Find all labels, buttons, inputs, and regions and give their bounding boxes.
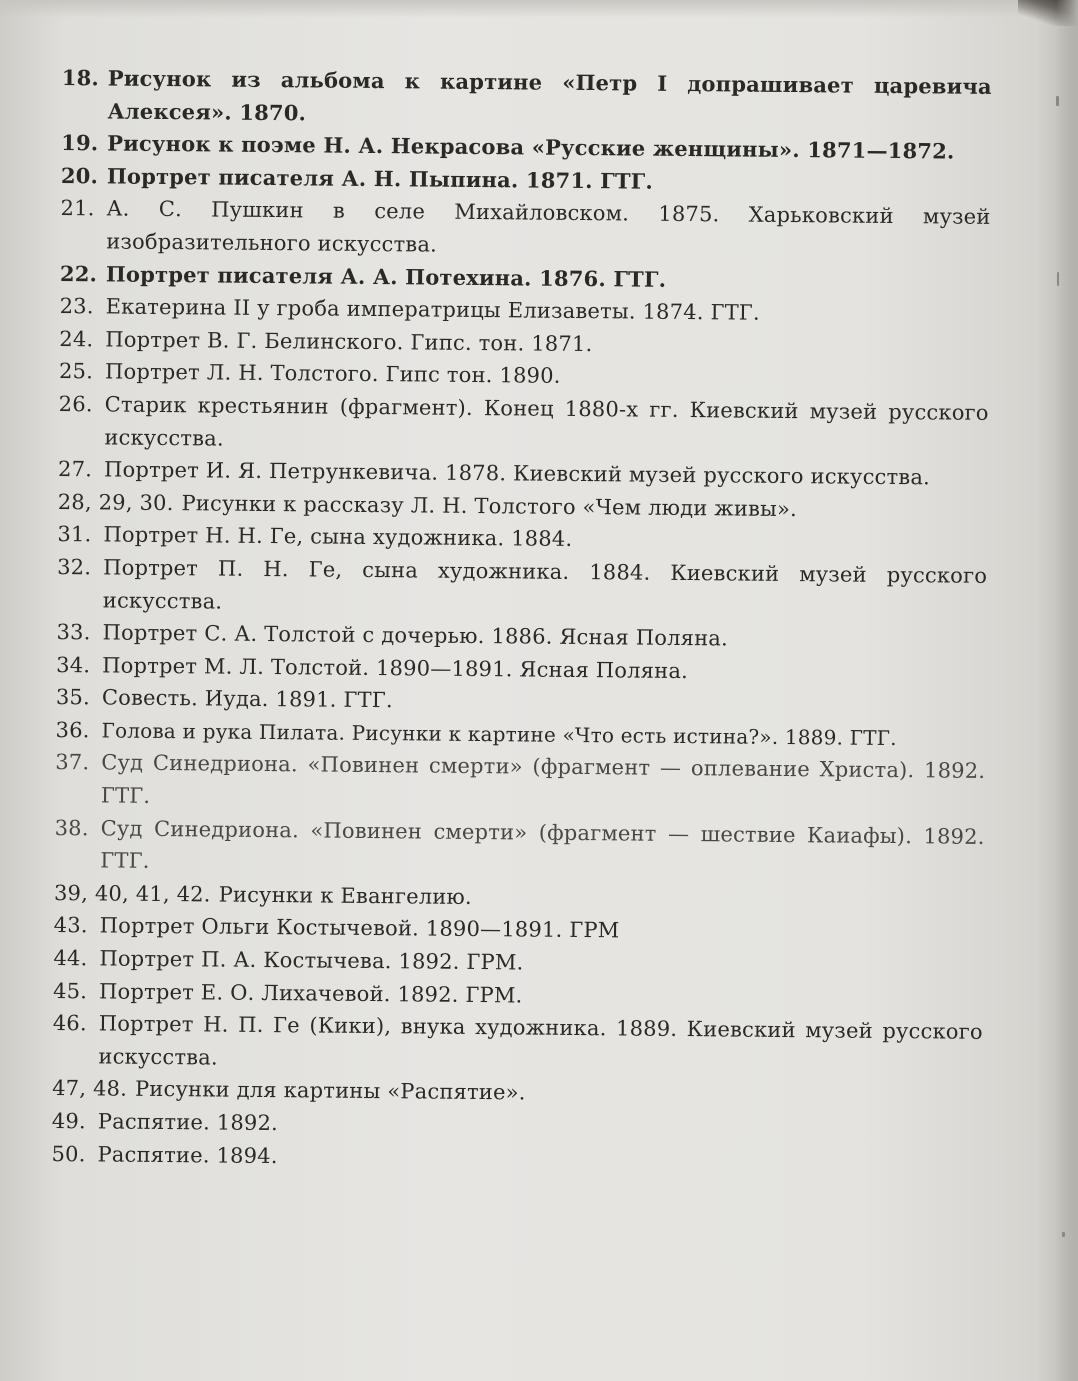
list-item xyxy=(60,192,991,266)
list-item xyxy=(54,812,985,886)
item-text: Портрет И. Я. Петрункевича. 1878. Киевский музей русского искусства. xyxy=(103,457,931,490)
item-number: 45. xyxy=(52,978,88,1003)
item-number: 21. xyxy=(60,196,95,221)
item-number: 22. xyxy=(59,260,98,286)
item-number: 28, 29, 30. xyxy=(57,489,174,515)
paper-speck xyxy=(1062,1232,1065,1237)
list-item xyxy=(52,1007,983,1081)
item-text: Портрет писателя А. Н. Пыпина. 1871. ГТГ. xyxy=(106,163,654,194)
list-item xyxy=(61,62,992,136)
item-number: 49. xyxy=(51,1108,86,1134)
item-text: Совесть. Иуда. 1891. ГТГ. xyxy=(101,685,393,713)
item-text: Рисунки для картины «Распятие». xyxy=(134,1077,526,1105)
item-number: 37. xyxy=(55,750,90,775)
item-text: Голова и рука Пилата. Рисунки к картине «Что есть истина?». 1889. ГТГ. xyxy=(101,718,897,750)
item-number: 26. xyxy=(58,391,93,417)
item-text: Портрет Ольги Костычевой. 1890—1891. ГРМ xyxy=(99,913,620,943)
item-text: Суд Синедриона. «Повинен смерти» (фрагмент — шествие Каиафы). 1892. ГТГ. xyxy=(100,816,985,874)
item-text: Портрет М. Л. Толстой. 1890—1891. Ясная Поляна. xyxy=(102,653,689,683)
page-top-edge xyxy=(0,0,1078,18)
paper-speck xyxy=(1057,272,1059,286)
list-item xyxy=(58,388,989,462)
item-number: 23. xyxy=(59,294,94,319)
item-number: 34. xyxy=(56,652,91,677)
illustrations-list xyxy=(51,62,992,1179)
item-number: 32. xyxy=(57,554,92,580)
item-number: 31. xyxy=(57,522,92,547)
item-number: 33. xyxy=(56,620,91,645)
list-item xyxy=(55,746,986,820)
item-text: Рисунок к поэме Н. А. Некрасова «Русские женщины». 1871—1872. xyxy=(107,130,955,164)
item-text: Портрет В. Г. Белинского. Гипс. тон. 1871. xyxy=(105,327,593,356)
item-number: 18. xyxy=(61,64,100,91)
item-number: 44. xyxy=(53,945,88,971)
list-item xyxy=(57,551,988,625)
item-text: Рисунок из альбома к картине «Петр I допрашивает царевича Алексея». 1870. xyxy=(107,65,992,125)
item-text: Суд Синедриона. «Повинен смерти» (фрагмент — оплевание Христа). 1892. ГТГ. xyxy=(100,750,986,808)
item-number: 35. xyxy=(55,685,91,710)
item-text: Рисунки к рассказу Л. Н. Толстого «Чем люди живы». xyxy=(181,490,798,521)
page-right-edge xyxy=(1056,0,1078,1381)
item-text: Портрет С. А. Толстой с дочерью. 1886. Ясная Поляна. xyxy=(102,620,729,651)
item-text: Портрет писателя А. А. Потехина. 1876. ГТГ. xyxy=(105,260,667,292)
item-number: 46. xyxy=(52,1011,87,1036)
item-text: А. С. Пушкин в селе Михайловском. 1875. Харьковский музей изобразительного искусства. xyxy=(106,196,991,257)
item-number: 38. xyxy=(54,815,89,840)
item-number: 36. xyxy=(55,717,90,743)
item-number: 43. xyxy=(53,913,88,938)
item-text: Портрет Л. Н. Толстого. Гипс тон. 1890. xyxy=(104,359,561,389)
item-text: Портрет Е. О. Лихачевой. 1892. ГРМ. xyxy=(98,979,523,1008)
item-number: 20. xyxy=(60,162,99,189)
item-text: Распятие. 1892. xyxy=(97,1109,279,1136)
item-text: Портрет П. Н. Ге, сына художника. 1884. Киевский музей русского искусства. xyxy=(102,555,988,614)
item-number: 24. xyxy=(59,326,94,352)
item-text: Портрет Н. П. Ге (Кики), внука художника. 1889. Киевский музей русского искусства. xyxy=(98,1011,983,1070)
item-number: 39, 40, 41, 42. xyxy=(53,880,211,907)
item-number: 27. xyxy=(57,457,93,482)
item-text: Портрет Н. Н. Ге, сына художника. 1884. xyxy=(103,522,573,552)
item-number: 50. xyxy=(51,1141,86,1166)
item-number: 47, 48. xyxy=(52,1076,128,1102)
item-number: 25. xyxy=(58,359,94,384)
item-number: 19. xyxy=(61,130,99,156)
item-text: Екатерина II у гроба императрицы Елизаветы. 1874. ГТГ. xyxy=(105,294,760,325)
item-text: Рисунки к Евангелию. xyxy=(218,882,472,909)
item-text: Распятие. 1894. xyxy=(97,1141,278,1168)
paper-speck xyxy=(1056,96,1059,106)
item-text: Портрет П. А. Костычева. 1892. ГРМ. xyxy=(99,946,524,975)
item-text: Старик крестьянин (фрагмент). Конец 1880-х гг. Киевский музей русского искусства. xyxy=(104,392,989,451)
